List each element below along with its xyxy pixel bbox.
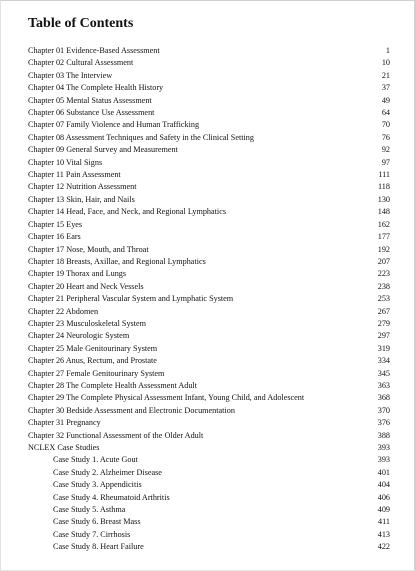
toc-entry	[28, 405, 390, 417]
toc-entry	[28, 430, 390, 442]
toc-entry-label: Chapter 05 Mental Status Assessment	[28, 95, 152, 105]
toc-entry-page-number: 406	[377, 492, 390, 502]
toc-entry-label: Chapter 32 Functional Assessment of the Older Adult	[28, 430, 204, 440]
toc-entry-label: Chapter 25 Male Genitourinary System	[28, 343, 158, 353]
toc-list	[28, 45, 390, 554]
toc-entry-page-number: 368	[377, 393, 390, 403]
toc-entry-label: Case Study 7. Cirrhosis	[53, 529, 131, 539]
toc-entry	[28, 181, 390, 193]
toc-entry	[28, 219, 390, 231]
toc-entry-label: Case Study 6. Breast Mass	[53, 517, 141, 527]
toc-entry-page-number: 297	[377, 331, 390, 341]
toc-entry	[28, 343, 390, 355]
toc-entry-page-number: 130	[377, 194, 390, 204]
toc-entry-label: Chapter 24 Neurologic System	[28, 331, 130, 341]
toc-entry-label: Chapter 17 Nose, Mouth, and Throat	[28, 244, 149, 254]
toc-entry-page-number: 279	[377, 318, 390, 328]
toc-entry-label: Chapter 01 Evidence-Based Assessment	[28, 46, 160, 55]
toc-entry-label: Chapter 11 Pain Assessment	[28, 170, 121, 180]
toc-entry-label: Chapter 10 Vital Signs	[28, 157, 103, 167]
toc-entry-label: Chapter 19 Thorax and Lungs	[28, 269, 127, 279]
toc-entry-page-number: 319	[377, 343, 390, 353]
toc-entry-page-number: 97	[381, 157, 390, 167]
toc-subentry	[28, 479, 390, 491]
toc-subentry	[28, 529, 390, 541]
toc-entry-page-number: 411	[378, 517, 390, 527]
toc-entry-page-number: 253	[377, 294, 390, 304]
toc-entry-page-number: 393	[377, 443, 390, 452]
toc-entry-page-number: 37	[381, 83, 390, 93]
toc-entry	[28, 144, 390, 156]
toc-entry-label: Chapter 30 Bedside Assessment and Electronic Documentation	[28, 405, 235, 415]
toc-subentry	[28, 454, 390, 466]
toc-entry-page-number: 111	[378, 170, 390, 180]
toc-entry-label: Chapter 26 Anus, Rectum, and Prostate	[28, 356, 157, 366]
toc-entry-label: Chapter 29 The Complete Physical Assessment Infant, Young Child, and Adolescent	[28, 393, 305, 403]
toc-entry	[28, 231, 390, 243]
toc-entry-page-number: 223	[377, 269, 390, 279]
toc-entry-label: Chapter 21 Peripheral Vascular System and Lymphatic System	[28, 294, 234, 304]
toc-entry-label: Case Study 3. Appendicitis	[53, 480, 142, 490]
toc-entry-label: Chapter 31 Pregnancy	[28, 418, 101, 428]
toc-entry	[28, 293, 390, 305]
toc-entry	[28, 330, 390, 342]
toc-entry-label: Chapter 14 Head, Face, and Neck, and Regional Lymphatics	[28, 207, 227, 217]
toc-entry	[28, 194, 390, 206]
toc-entry-label: Chapter 16 Ears	[28, 232, 81, 242]
toc-entry	[28, 157, 390, 169]
toc-entry-label: Chapter 22 Abdomen	[28, 306, 99, 316]
toc-entry	[28, 256, 390, 268]
toc-entry	[28, 244, 390, 256]
toc-entry-page-number: 118	[378, 182, 390, 192]
toc-entry-page-number: 422	[377, 542, 390, 552]
toc-entry	[28, 392, 390, 404]
toc-entry	[28, 206, 390, 218]
toc-entry-page-number: 370	[377, 405, 390, 415]
toc-entry	[28, 368, 390, 380]
toc-subentry	[28, 516, 390, 528]
toc-entry	[28, 107, 390, 119]
toc-entry-label: Chapter 27 Female Genitourinary System	[28, 368, 165, 378]
toc-entry-page-number: 334	[377, 356, 390, 366]
toc-entry-page-number: 393	[377, 455, 390, 465]
toc-entry-page-number: 267	[377, 306, 390, 316]
toc-entry	[28, 380, 390, 392]
toc-entry-page-number: 238	[377, 281, 390, 291]
toc-entry-page-number: 388	[377, 430, 390, 440]
toc-entry-page-number: 376	[377, 418, 390, 428]
toc-entry-page-number: 148	[377, 207, 390, 217]
toc-entry-label: Chapter 04 The Complete Health History	[28, 83, 164, 93]
toc-entry-page-number: 413	[377, 529, 390, 539]
toc-subentry	[28, 541, 390, 553]
toc-entry-page-number: 64	[381, 108, 390, 118]
toc-entry-label: Chapter 07 Family Violence and Human Trafficking	[28, 120, 200, 130]
toc-entry-page-number: 70	[381, 120, 390, 130]
toc-entry	[28, 306, 390, 318]
toc-entry	[28, 95, 390, 107]
toc-entry-label: Chapter 28 The Complete Health Assessment Adult	[28, 380, 198, 390]
toc-entry	[28, 318, 390, 330]
toc-entry-page-number: 401	[377, 467, 390, 477]
toc-entry-page-number: 177	[377, 232, 390, 242]
toc-entry-label: Case Study 4. Rheumatoid Arthritis	[53, 492, 170, 502]
toc-entry-label: Case Study 2. Alzheimer Disease	[53, 467, 162, 477]
toc-entry	[28, 281, 390, 293]
toc-entry-label: Chapter 08 Assessment Techniques and Safety in the Clinical Setting	[28, 132, 254, 142]
toc-entry	[28, 355, 390, 367]
toc-entry-page-number: 409	[377, 505, 390, 515]
toc-subentry	[28, 492, 390, 504]
toc-entry-label: Chapter 06 Substance Use Assessment	[28, 108, 155, 118]
toc-entry-page-number: 207	[377, 256, 390, 266]
toc-entry-label: Case Study 5. Asthma	[53, 505, 126, 515]
toc-entry	[28, 132, 390, 144]
toc-entry-label: Chapter 15 Eyes	[28, 219, 83, 229]
toc-entry	[28, 268, 390, 280]
toc-entry	[28, 82, 390, 94]
toc-entry-page-number: 1	[385, 46, 390, 55]
toc-entry-page-number: 92	[381, 145, 390, 155]
page-title: Table of Contents	[28, 16, 134, 31]
toc-entry-label: NCLEX Case Studies	[28, 443, 100, 452]
toc-entry-page-number: 192	[377, 244, 390, 254]
toc-subentry	[28, 504, 390, 516]
toc-entry-label: Chapter 13 Skin, Hair, and Nails	[28, 194, 135, 204]
toc-entry-label: Case Study 8. Heart Failure	[53, 542, 144, 552]
toc-entry-page-number: 404	[377, 480, 390, 490]
toc-entry-page-number: 363	[377, 380, 390, 390]
toc-entry-page-number: 49	[381, 95, 390, 105]
toc-entry-label: Chapter 18 Breasts, Axillae, and Regional Lymphatics	[28, 256, 206, 266]
toc-entry-label: Case Study 1. Acute Gout	[53, 455, 138, 465]
toc-subentry	[28, 467, 390, 479]
toc-entry	[28, 119, 390, 131]
toc-entry-page-number: 76	[381, 132, 390, 142]
toc-entry-label: Chapter 23 Musculoskeletal System	[28, 318, 147, 328]
toc-entry	[28, 417, 390, 429]
toc-entry-label: Chapter 12 Nutrition Assessment	[28, 182, 137, 192]
toc-entry-page-number: 162	[377, 219, 390, 229]
toc-entry	[28, 70, 390, 82]
toc-entry-label: Chapter 02 Cultural Assessment	[28, 58, 134, 68]
toc-entry-label: Chapter 03 The Interview	[28, 70, 113, 80]
toc-entry	[28, 57, 390, 69]
toc-entry-page-number: 21	[381, 70, 390, 80]
toc-entry	[28, 169, 390, 181]
toc-entry-label: Chapter 09 General Survey and Measurement	[28, 145, 178, 155]
toc-entry-label: Chapter 20 Heart and Neck Vessels	[28, 281, 144, 291]
toc-entry-page-number: 345	[377, 368, 390, 378]
toc-entry	[28, 442, 390, 454]
toc-entry	[28, 45, 390, 57]
toc-entry-page-number: 10	[381, 58, 390, 68]
